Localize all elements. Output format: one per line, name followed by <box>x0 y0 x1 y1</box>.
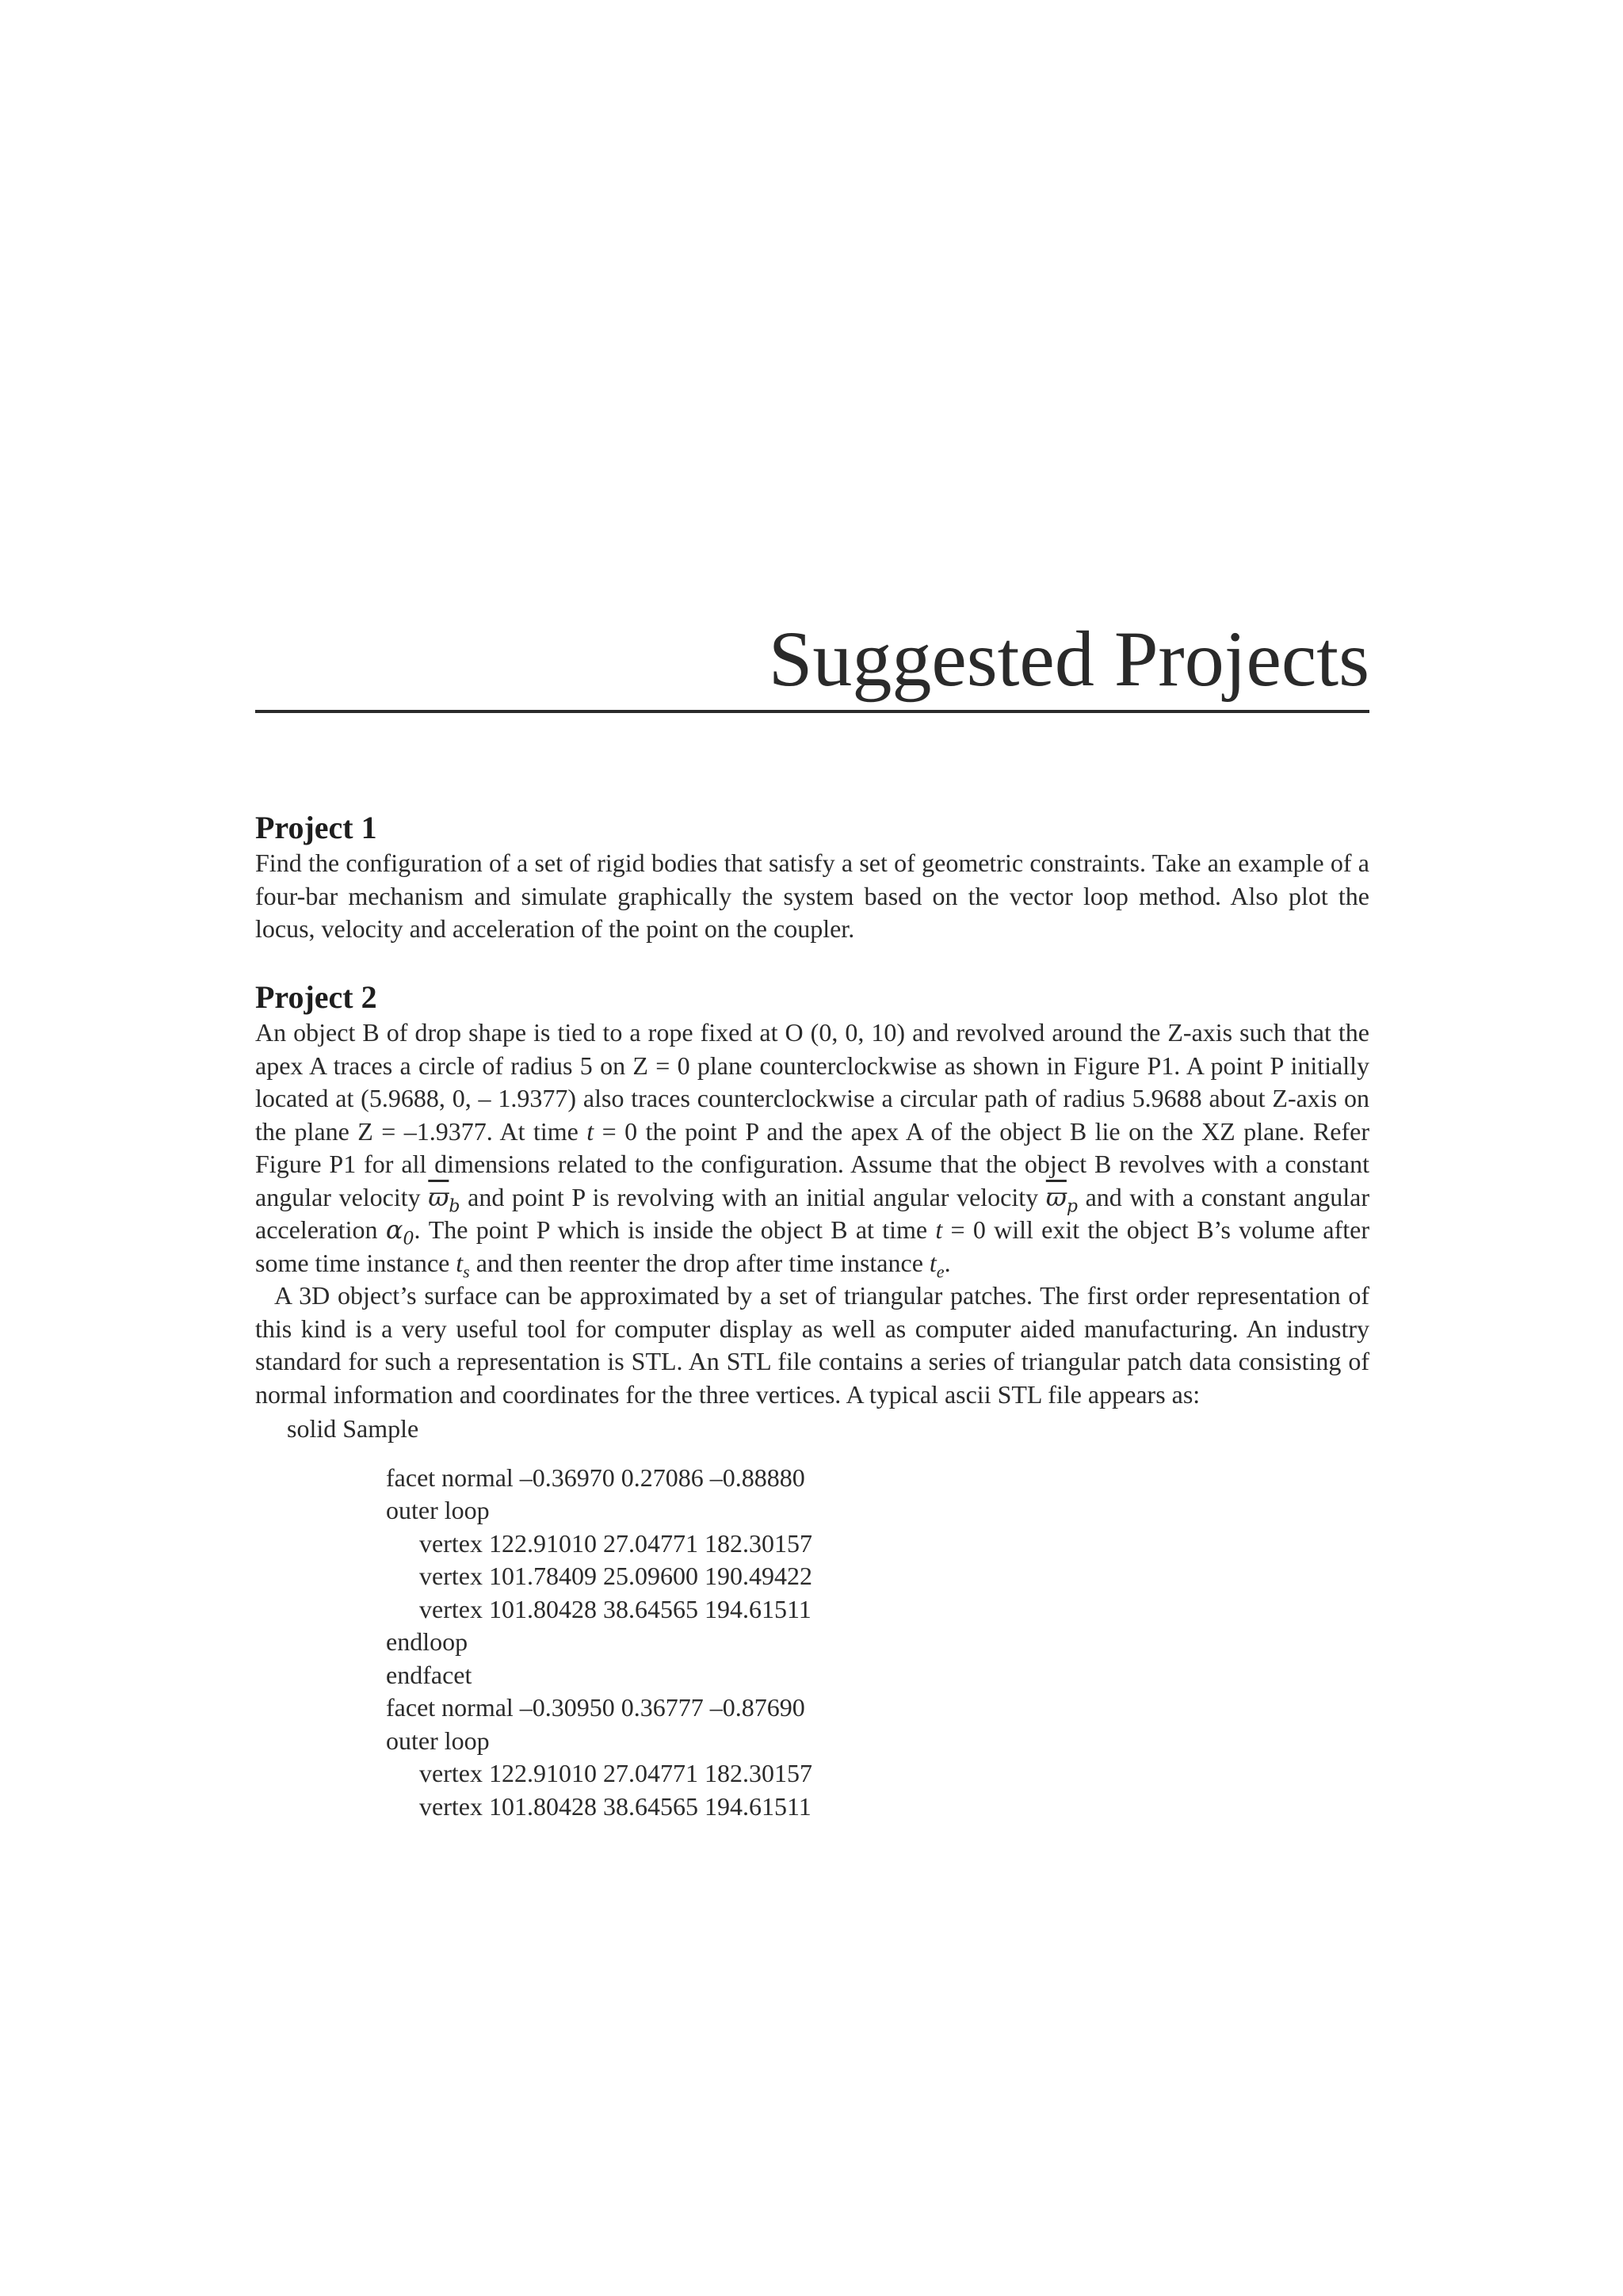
stl-facet-normal-line: facet normal –0.30950 0.36777 –0.87690 <box>386 1693 805 1722</box>
time-symbol: t <box>586 1116 594 1146</box>
t-s-symbol: $t_s$ <box>456 1248 470 1281</box>
stl-sample-listing <box>255 1413 1369 1823</box>
stl-endloop-line: endloop <box>386 1627 468 1656</box>
stl-vertex-line: vertex 122.91010 27.04771 182.30157 <box>419 1528 812 1558</box>
alpha-0-symbol: $\alpha_0$ <box>385 1215 414 1249</box>
p1-text-f: = 0 will exit the object B’s volume after some time instance <box>255 1215 1370 1277</box>
p1-text-d: and with a constant angular acceleration <box>255 1182 1370 1244</box>
stl-vertex-line: vertex 122.91010 27.04771 182.30157 <box>419 1759 812 1787</box>
project-1-heading: Project 1 <box>255 810 377 845</box>
stl-vertex-line: vertex 101.80428 38.64565 194.61511 <box>419 1791 812 1821</box>
project-2-heading: Project 2 <box>255 979 377 1015</box>
t-e-symbol: $t_e$ <box>929 1248 945 1281</box>
title-rule <box>255 710 1369 713</box>
project-1-section <box>255 810 1369 946</box>
stl-vertex-line: vertex 101.78409 25.09600 190.49422 <box>419 1562 812 1590</box>
project-1-body: Find the configuration of a set of rigid bodies that satisfy a set of geometric constraints. Take an example of a four-bar mechanism and simulate graphically the system based on the vector loop method. Also plot the locus, velocity and acceleration of the point on the coupler. <box>255 849 1369 943</box>
page <box>255 0 1369 2296</box>
stl-vertex-line: vertex 101.80428 38.64565 194.61511 <box>419 1594 812 1623</box>
p1-text-h: . <box>944 1248 951 1277</box>
project-2-paragraph-2: A 3D object’s surface can be approximated by a set of triangular patches. The first order representation of this kind is a very useful tool for computer display as well as computer aided manufacturing. An industry standard for such a representation is STL. An STL file contains a series of triangular patch data consisting of normal information and coordinates for the three vertices. A typical ascii STL file appears as: <box>255 1281 1369 1409</box>
stl-endfacet-line: endfacet <box>386 1660 472 1689</box>
stl-facet-normal-line: facet normal –0.36970 0.27086 –0.88880 <box>386 1463 805 1492</box>
project-2-paragraph-1 <box>255 1016 1369 1280</box>
omega-p-symbol: $\overline{ϖ}_p$ <box>1045 1181 1078 1216</box>
stl-outer-loop-line: outer loop <box>386 1726 490 1755</box>
p1-text-b: = 0 the point P and the apex A of the object B lie on the XZ plane. Refer Figure P1 for all dimensions related to the configuration. Assume that the object B revolves with a constant angular velocity <box>255 1116 1370 1211</box>
p1-text-e: . The point P which is inside the object B at time <box>414 1215 936 1244</box>
p1-text-c: and point P is revolving with an initial angular velocity <box>460 1182 1046 1211</box>
time-symbol: t <box>935 1215 943 1244</box>
p1-text-g: and then reenter the drop after time instance <box>469 1248 930 1277</box>
stl-outer-loop-line: outer loop <box>386 1496 490 1524</box>
project-2-section <box>255 980 1369 1823</box>
stl-solid-line: solid Sample <box>287 1414 419 1443</box>
chapter-title: Suggested Projects <box>768 615 1369 703</box>
p1-text-a: An object B of drop shape is tied to a rope fixed at O (0, 0, 10) and revolved around the Z-axis such that the apex A traces a circle of radius 5 on Z = 0 plane counterclockwise as shown in Figure P1. A point P initially located at (5.9688, 0, – 1.9377) also traces counterclockwise a circular path of radius 5.9688 about Z-axis on the plane Z = –1.9377. At time <box>255 1018 1369 1146</box>
omega-b-symbol: $\overline{ϖ}_b$ <box>428 1181 460 1216</box>
